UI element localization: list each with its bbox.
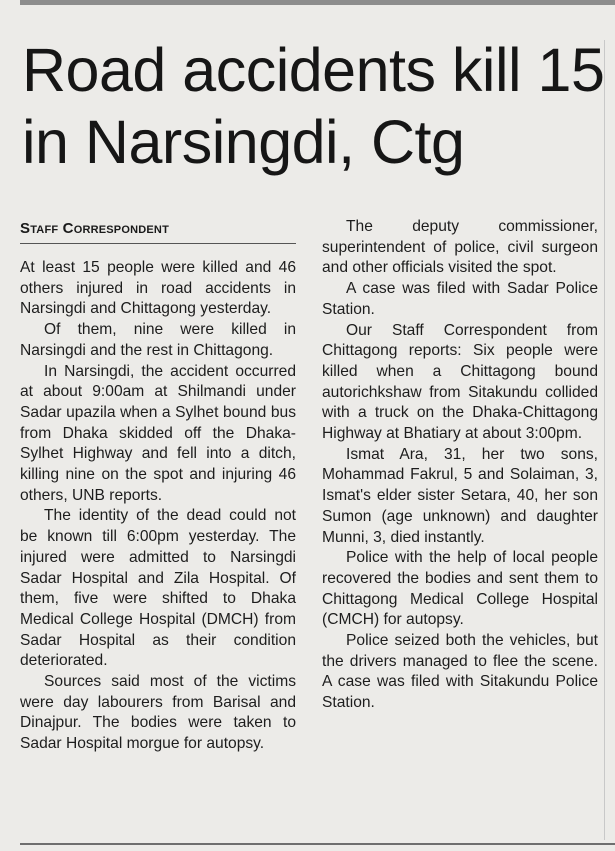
paragraph: At least 15 people were killed and 46 others injured in road accidents in Narsingdi and Chittagong yesterday. (20, 259, 296, 318)
byline: Staff Correspondent (20, 220, 169, 237)
right-column (322, 217, 598, 714)
headline: Road accidents kill 15 in Narsingdi, Ctg (22, 36, 605, 176)
top-rule (20, 0, 615, 5)
paragraph: Police seized both the vehicles, but the drivers managed to flee the scene. A case was filed with Sitakundu Police Station. (322, 632, 598, 712)
byline-rule (20, 243, 296, 244)
paragraph: Our Staff Correspondent from Chittagong reports: Six people were killed when a Chittagong bound autorichkshaw from Sitakundu collided with a truck on the Dhaka-Chittagong Highway at Bhatiary at about 3:00pm. (322, 321, 598, 443)
paragraph: The deputy commissioner, superintendent of police, civil surgeon and other officials visited the spot. (322, 218, 598, 277)
paragraph: The identity of the dead could not be known till 6:00pm yesterday. The injured were admitted to Narsingdi Sadar Hospital and Zila Hospital. Of them, five were shifted to Dhaka Medical College Hospital (DMCH) from Sadar Hospital as their condition deteriorated. (20, 507, 296, 670)
left-column (20, 258, 296, 755)
bottom-rule (20, 843, 615, 845)
paragraph: Police with the help of local people recovered the bodies and sent them to Chittagong Medical College Hospital (CMCH) for autopsy. (322, 549, 598, 629)
paragraph: Ismat Ara, 31, her two sons, Mohammad Fakrul, 5 and Solaiman, 3, Ismat's elder sister Setara, 40, her son Sumon (age unknown) and daughter Munni, 3, died instantly. (322, 445, 598, 546)
paragraph: In Narsingdi, the accident occurred at about 9:00am at Shilmandi under Sadar upazila when a Sylhet bound bus from Dhaka skidded off the Dhaka-Sylhet Highway and fell into a ditch, killing nine on the spot and injuring 46 others, UNB reports. (20, 362, 296, 504)
paragraph: Of them, nine were killed in Narsingdi and the rest in Chittagong. (20, 321, 296, 359)
paragraph: A case was filed with Sadar Police Station. (322, 280, 598, 318)
paragraph: Sources said most of the victims were day labourers from Barisal and Dinajpur. The bodies were taken to Sadar Hospital morgue for autopsy. (20, 673, 296, 753)
